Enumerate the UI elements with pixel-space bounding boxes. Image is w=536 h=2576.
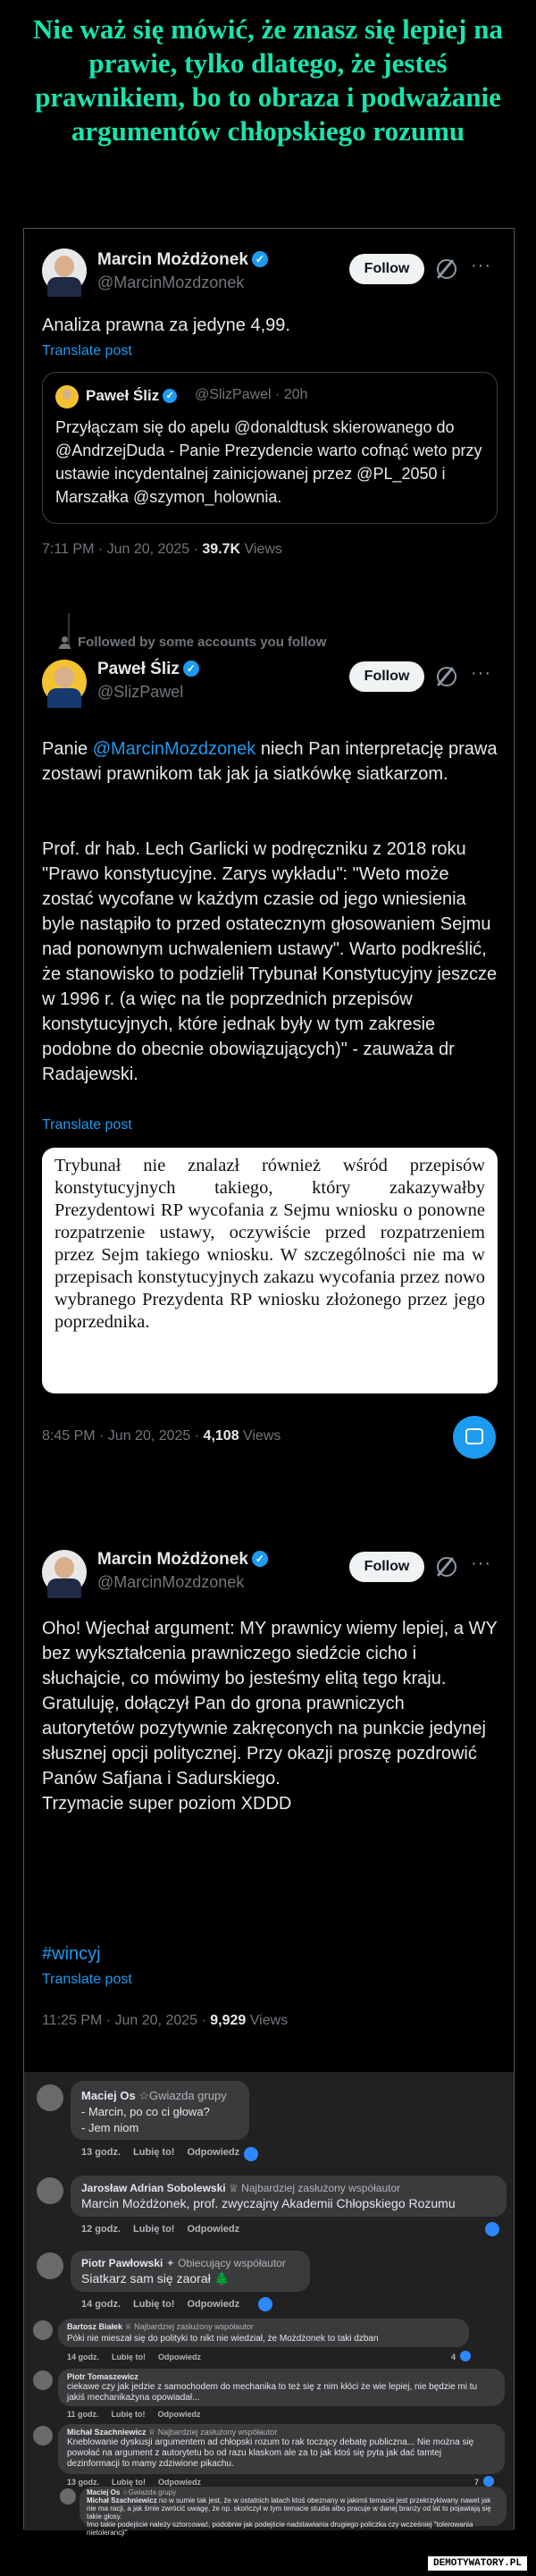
commenter-name[interactable]: Michał Szachniewicz	[67, 2428, 147, 2437]
like-link[interactable]: Lubię to!	[112, 2353, 147, 2361]
follow-button[interactable]: Follow	[349, 661, 424, 692]
comment-bubble	[58, 2319, 469, 2347]
quoted-image-text[interactable]: Trybunał nie znalazł również wśród przepisów konstytucyjnych takiego, który zakazywałby Prezydentowi RP wycofania z Sejmu wniosku o ponowne rozpatrzenie ustawy, oczywiście przed rozpatrzeniem przez Sejm takiego wniosku. W szczególności nie ma w przepisach konstytucyjnych zakazu wycofania przez nowo wybranego Prezydenta RP wniosku złożonego przez jego poprzednika.	[42, 1148, 498, 1393]
comment	[24, 2176, 514, 2261]
grok-icon[interactable]	[437, 259, 456, 279]
more-icon[interactable]: ···	[471, 1553, 491, 1573]
comment-actions	[81, 2224, 252, 2235]
author-handle[interactable]: @MarcinMozdzonek	[97, 1573, 245, 1591]
comment-actions	[81, 2147, 252, 2158]
author-name[interactable]: Paweł Śliz ✓	[97, 660, 199, 679]
grok-icon[interactable]	[437, 667, 456, 686]
verified-icon: ✓	[163, 389, 177, 403]
reply-link[interactable]: Odpowiedz	[158, 2478, 202, 2487]
reply-link[interactable]: Odpowiedz	[187, 2224, 240, 2235]
commenter-badge: Gwiazda grupy	[128, 2488, 177, 2496]
like-link[interactable]: Lubię to!	[133, 2224, 175, 2235]
tweet-meta[interactable]: 11:25 PM · Jun 20, 2025 · 9,929 Views	[42, 2013, 289, 2028]
reply-link[interactable]: Odpowiedz	[187, 2147, 240, 2158]
verified-icon: ✓	[252, 251, 268, 267]
tweet-text: Panie @MarcinMozdzonek niech Pan interpretację prawa zostawi prawnikom tak jak ja siatkówkę siatkarzom.	[42, 739, 498, 784]
like-link[interactable]: Lubię to!	[133, 2147, 175, 2158]
author-name[interactable]: Marcin Możdżonek ✓	[97, 1550, 268, 1570]
follow-button[interactable]: Follow	[349, 1552, 424, 1582]
avatar	[55, 385, 79, 408]
like-reaction-icon	[485, 2222, 499, 2236]
comment-text: Póki nie mieszał się do polityki to nikt nie wiedział, że Możdżonek to taki dzban	[67, 2334, 379, 2344]
comment-text: - Marcin, po co ci głowa? - Jem niom	[81, 2105, 210, 2134]
comment-text: Siatkarz sam się zaorał 🌲	[81, 2271, 230, 2286]
like-link[interactable]: Lubię to!	[112, 2478, 147, 2487]
commenter-badge: Najbardziej zasłużony współautor	[241, 2182, 401, 2194]
tweet-meta[interactable]: 8:45 PM · Jun 20, 2025 · 4,108 Views	[42, 1428, 281, 1444]
author-handle[interactable]: @MarcinMozdzonek	[97, 274, 245, 291]
comments-section	[24, 2072, 514, 2537]
tweet-text-2: Prof. dr hab. Lech Garlicki w podręczniku z 2018 roku "Prawo konstytucyjne. Zarys wykładu": "Weto może zostać wycofane w każdym czasie od jego wniesienia byle nastąpiło to przed ostatecznym głosowaniem Sejmu nad ponownym uchwaleniem ustawy". Warto podkreślić, że stanowisko to podzielił Trybunał Konstytucyjny jeszcze w 1996 r. (a więc na tle poprzednich przepisów konstytucyjnych, które jednak były w tym zakresie podobne do obecnie obowiązujących)" - zauważa dr Radajewski.	[42, 839, 498, 1084]
views-count: 4,108	[203, 1428, 239, 1444]
like-reaction-icon	[483, 2476, 494, 2487]
views-count: 9,929	[210, 2013, 247, 2028]
tweet-meta[interactable]: 7:11 PM · Jun 20, 2025 · 39.7K Views	[42, 542, 282, 557]
avatar[interactable]	[33, 2370, 53, 2390]
comment-bubble	[71, 2081, 249, 2140]
like-reaction-icon	[460, 2351, 471, 2361]
comment-bubble	[58, 2369, 505, 2406]
verified-icon: ✓	[183, 661, 199, 677]
comment-actions	[67, 2478, 214, 2487]
avatar[interactable]	[42, 1550, 87, 1595]
quote-author: Paweł Śliz ✓	[86, 387, 177, 405]
comment	[24, 2081, 514, 2170]
reply-link[interactable]: Odpowiedz	[187, 2299, 240, 2310]
translate-link[interactable]: Translate post	[42, 343, 132, 358]
avatar[interactable]	[37, 2252, 63, 2279]
commenter-name[interactable]: Piotr Pawłowski	[81, 2257, 163, 2269]
avatar[interactable]	[37, 2177, 63, 2204]
more-icon[interactable]: ···	[471, 256, 491, 275]
mentioned-user[interactable]: Michał Szachniewicz	[87, 2496, 157, 2504]
follow-button[interactable]: Follow	[349, 254, 424, 284]
like-link[interactable]: Lubię to!	[133, 2299, 175, 2310]
comment	[24, 2251, 514, 2322]
grok-icon[interactable]	[437, 1557, 456, 1577]
avatar[interactable]	[33, 2320, 53, 2340]
tweet-2	[24, 613, 514, 1525]
avatar[interactable]	[33, 2426, 53, 2446]
commenter-name[interactable]: Piotr Tomaszewicz	[67, 2372, 138, 2381]
tweet-text: Analiza prawna za jedyne 4,99.	[42, 316, 290, 335]
views-count: 39.7K	[202, 542, 241, 557]
comment-actions	[67, 2353, 214, 2361]
watermark: DEMOTYWATORY.PL	[428, 2556, 527, 2571]
star-badge-icon: ☆	[121, 2488, 129, 2496]
person-icon	[58, 636, 71, 649]
trophy-badge-icon: ♕	[148, 2428, 156, 2437]
like-link[interactable]: Lubię to!	[111, 2410, 146, 2419]
comment-time: 12 godz.	[81, 2224, 121, 2235]
comment	[24, 2424, 514, 2488]
more-icon[interactable]: ···	[471, 663, 491, 683]
comment-time: 11 godz.	[67, 2410, 99, 2419]
comment-time: 14 godz.	[81, 2299, 121, 2310]
comment-text: Kneblowanie dyskusji argumentem ad chłopski rozum to rak toczący debatę publiczna... Nie można się powołać na argument z autorytetu bo od razu klaskom ale za to jak ktoś się pyta jak dać tamtej dezinformacji to mamy zdziwione pikachu.	[67, 2437, 474, 2469]
tweet-3	[24, 1525, 514, 2072]
comment-bubble	[71, 2176, 507, 2217]
avatar[interactable]	[42, 660, 87, 704]
comment-text: ciekawe czy jak jedzie z samochodem do mechanika to też się z nim kłóci że wie lepiej, nie będzie mi tu jakiś mechanikażyna opowiadał...	[67, 2382, 478, 2403]
quote-text: Przyłączam się do apelu @donaldtusk skierowanego do @AndrzejDuda - Panie Prezydencie warto cofnąć weto przy ustawie incydentalnej zainicjowanej przez @PL_2050 i Marszałka @szymon_holownia.	[55, 418, 482, 506]
author-handle[interactable]: @SlizPawel	[97, 683, 184, 701]
star-badge-icon: ✦	[165, 2257, 175, 2269]
star-badge-icon: ☆	[138, 2089, 149, 2102]
compose-reply-icon[interactable]	[453, 1416, 496, 1459]
comment-reply	[24, 2487, 514, 2537]
commenter-name[interactable]: Jarosław Adrian Sobolewski	[81, 2182, 226, 2194]
commenter-badge: Najbardziej zasłużony współautor	[134, 2322, 254, 2331]
verified-icon: ✓	[252, 1551, 268, 1567]
like-reaction-icon	[258, 2297, 272, 2311]
comment-bubble	[58, 2424, 505, 2474]
trophy-badge-icon: ♕	[228, 2182, 239, 2194]
author-name[interactable]: Marcin Możdżonek ✓	[97, 250, 268, 270]
screenshot-frame	[23, 228, 515, 2537]
reply-link[interactable]: Odpowiedz	[157, 2410, 201, 2419]
avatar[interactable]	[37, 2084, 63, 2111]
comment	[24, 2369, 514, 2422]
commenter-badge: Najbardziej zasłużony współautor	[157, 2428, 278, 2437]
comment-time: 13 godz.	[67, 2478, 100, 2487]
mention-link[interactable]: @MarcinMozdzonek	[92, 739, 256, 759]
commenter-name[interactable]: Maciej Os	[81, 2089, 136, 2102]
comment-text: Marcin Możdżonek, prof. zwyczajny Akademii Chłopskiego Rozumu	[81, 2196, 456, 2210]
quoted-tweet[interactable]	[42, 372, 498, 524]
commenter-badge: Obiecujący współautor	[178, 2257, 286, 2269]
comment-time: 13 godz.	[81, 2147, 121, 2158]
avatar[interactable]	[42, 248, 87, 293]
commenter-badge: Gwiazda grupy	[148, 2089, 227, 2102]
like-reaction-icon	[244, 2147, 258, 2161]
reply-link[interactable]: Odpowiedz	[158, 2353, 202, 2361]
comment	[24, 2319, 514, 2369]
commenter-name[interactable]: Bartosz Białek	[67, 2322, 123, 2331]
tweet-text: Oho! Wjechał argument: MY prawnicy wiemy lepiej, a WY bez wykształcenia prawniczego siedźcie cicho i słuchajcie, co mówimy bo jesteśmy elitą tego kraju. Gratuluję, dołączył Pan do grona prawniczych autorytetów pozytywnie zakręconych na punkcie jedynej słusznej opcji politycznej. Przy okazji proszę pozdrowić Panów Safjana i Sadurskiego. Trzymacie super poziom XDDD	[42, 1619, 498, 1814]
hashtag-link[interactable]: #wincyj	[42, 1944, 101, 1964]
trophy-badge-icon: ♕	[124, 2322, 132, 2331]
social-context: Followed by some accounts you follow	[78, 635, 327, 650]
reaction-count: 4	[451, 2353, 456, 2361]
avatar[interactable]	[60, 2488, 76, 2504]
comment-actions	[81, 2299, 252, 2310]
tweet-1	[24, 229, 514, 613]
comment-bubble	[80, 2487, 507, 2537]
comment-time: 14 godz.	[67, 2353, 100, 2361]
commenter-name[interactable]: Maciej Os	[87, 2488, 121, 2496]
quote-handle: @SlizPawel · 20h	[195, 387, 308, 402]
headline: Nie waż się mówić, że znasz się lepiej na prawie, tylko dlatego, że jesteś prawnikiem, bo to obraza i podważanie argumentów chłopskiego rozumu	[32, 13, 503, 147]
comment-actions	[67, 2410, 214, 2419]
comment-bubble	[71, 2251, 310, 2292]
comment-text: Michał Szachniewicz no w sumie tak jest, że w ostatnich latach ktoś obeznany w jakimś temacie jest przekrzykiwany nawet jak nie ma racji, a jak śmie zwrócić uwagę, że np. skończył w tym temacie studia albo pracuje w danej branży od lat to pojawiają się takie głosy. Imo takie podejście należy sztorcować, podobnie jak podejście nadstawiania drugiego policzka czy wcześniej "tolerowania nietolerancji"	[87, 2496, 491, 2537]
reaction-count: 7	[474, 2478, 480, 2487]
translate-link[interactable]: Translate post	[42, 1117, 132, 1132]
translate-link[interactable]: Translate post	[42, 1972, 132, 1987]
